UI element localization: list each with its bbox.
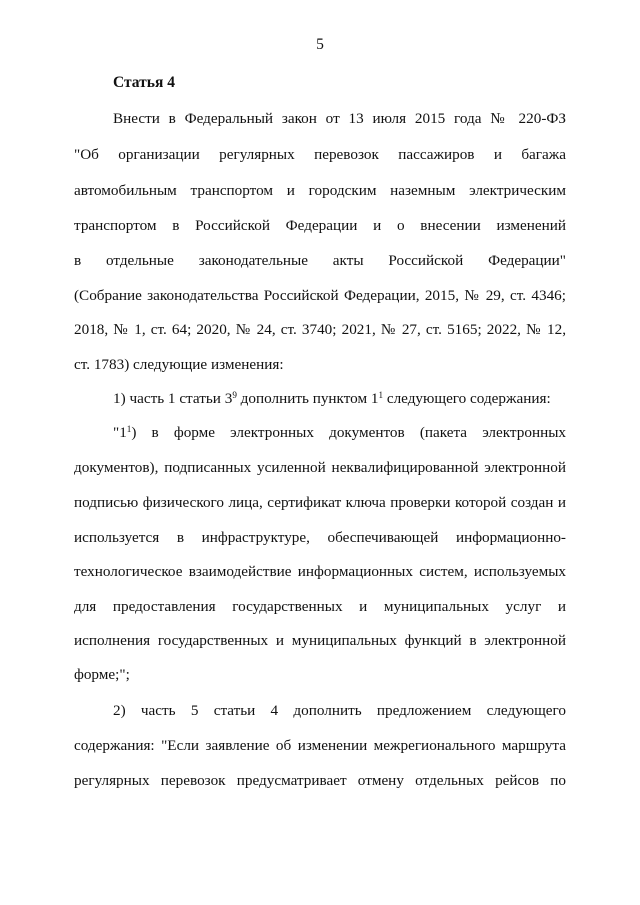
text-line: "Об организации регулярных перевозок пассажиров и багажа: [74, 146, 566, 163]
text-line: технологическое взаимодействие информационных систем, используемых: [74, 563, 566, 580]
text-line: для предоставления государственных и муниципальных услуг и: [74, 598, 566, 615]
text-line: документов), подписанных усиленной неквалифицированной электронной: [74, 459, 566, 476]
text-line: автомобильным транспортом и городским наземным электрическим: [74, 182, 566, 199]
text-line: содержания: "Если заявление об изменении межрегионального маршрута: [74, 737, 566, 754]
text-line: используется в инфраструктуре, обеспечивающей информационно-: [74, 529, 566, 546]
text-line: форме;";: [74, 666, 130, 683]
superscript: 1: [126, 423, 132, 434]
text-line: (Собрание законодательства Российской Федерации, 2015, № 29, ст. 4346;: [74, 287, 566, 304]
list-item-1-intro: 1) часть 1 статьи $3^9$ дополнить пунктом $1^1$ следующего содержания:: [113, 389, 551, 407]
article-heading: Статья 4: [113, 74, 175, 91]
text-line: ст. 1783) следующие изменения:: [74, 356, 284, 373]
text-line: подписью физического лица, сертификат ключа проверки которой создан и: [74, 494, 566, 511]
quoted-point-line: "$1^1$) в форме электронных документов (пакета электронных: [113, 423, 566, 441]
text-line: Внести в Федеральный закон от 13 июля 2015 года № 220-ФЗ: [113, 110, 566, 127]
list-item-2-intro: 2) часть 5 статьи 4 дополнить предложением следующего: [113, 702, 566, 719]
page-number: 5: [316, 36, 324, 53]
text-line: транспортом в Российской Федерации и о внесении изменений: [74, 217, 566, 234]
text-line: регулярных перевозок предусматривает отмену отдельных рейсов по: [74, 772, 566, 789]
text-line: исполнения государственных и муниципальных функций в электронной: [74, 632, 566, 649]
text-line: 2018, № 1, ст. 64; 2020, № 24, ст. 3740; 2021, № 27, ст. 5165; 2022, № 12,: [74, 321, 566, 338]
text-line: в отдельные законодательные акты Российской Федерации": [74, 252, 566, 269]
superscript: 1: [378, 389, 384, 400]
superscript: 9: [232, 389, 237, 400]
